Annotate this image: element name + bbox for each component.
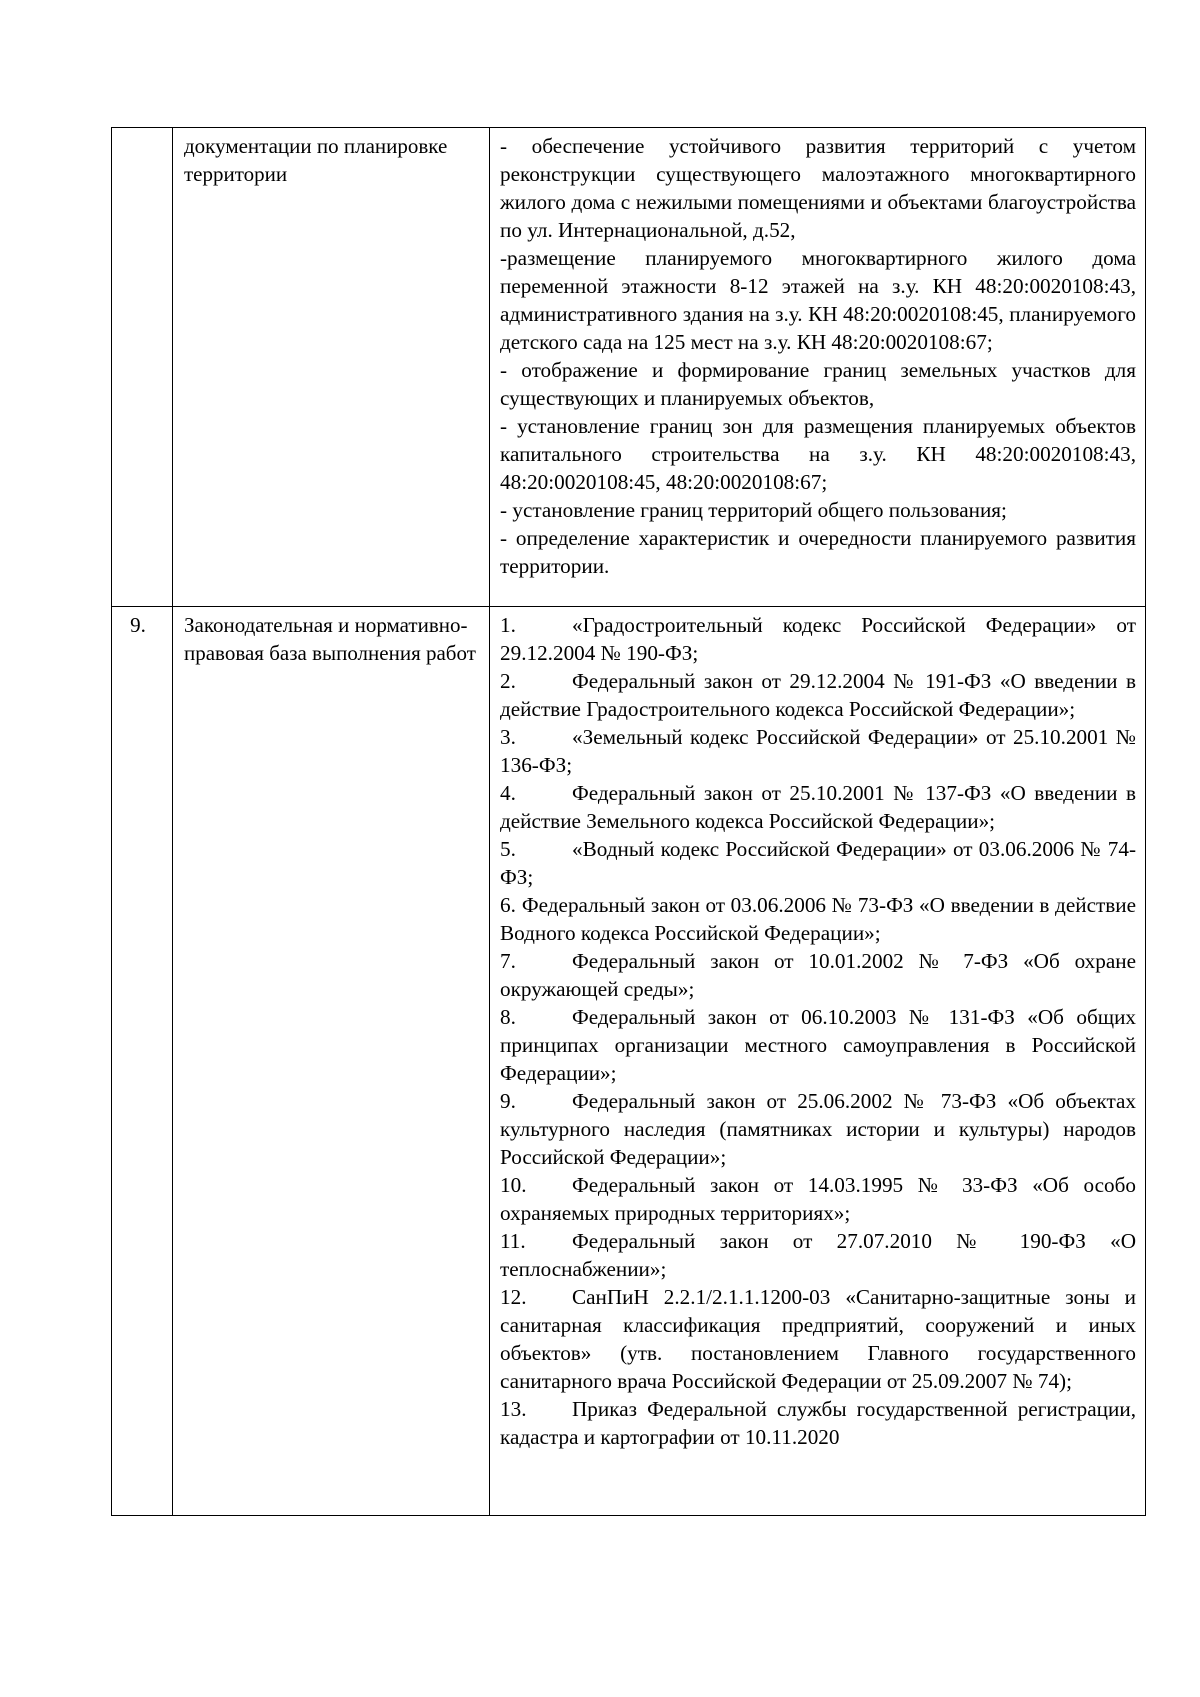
row-content bbox=[490, 128, 1146, 607]
content-paragraph: - установление границ зон для размещения планируемых объектов капитального строительства на з.у. КН 48:20:0020108:43, 48:20:0020108:45, 48:20:0020108:67; bbox=[500, 414, 1136, 494]
content-paragraph: - установление границ территорий общего пользования; bbox=[500, 498, 1007, 522]
law-item-text: Федеральный закон от 14.03.1995 № 33-ФЗ «Об особо охраняемых природных территориях»; bbox=[500, 1173, 1136, 1225]
row-title: документации по планировке территории bbox=[173, 128, 490, 607]
law-item-text: «Водный кодекс Российской Федерации» от 03.06.2006 № 74-ФЗ; bbox=[500, 837, 1136, 889]
law-item-number: 3. bbox=[500, 725, 516, 749]
law-item-number: 1. bbox=[500, 613, 516, 637]
law-item-text: Федеральный закон от 03.06.2006 № 73-ФЗ «О введении в действие Водного кодекса Российской Федерации»; bbox=[500, 893, 1136, 945]
content-paragraph: -размещение планируемого многоквартирного жилого дома переменной этажности 8-12 этажей на з.у. КН 48:20:0020108:43, административного здания на з.у. КН 48:20:0020108:45, планируемого детского сада на 125 мест на з.у. КН 48:20:0020108:67; bbox=[500, 246, 1136, 354]
row-number bbox=[112, 128, 173, 607]
law-item-number: 4. bbox=[500, 781, 516, 805]
law-list bbox=[490, 607, 1146, 1516]
law-item-text: Федеральный закон от 10.01.2002 № 7-ФЗ «Об охране окружающей среды»; bbox=[500, 949, 1136, 1001]
law-list-item bbox=[500, 891, 1136, 947]
law-item-number: 2. bbox=[500, 669, 516, 693]
law-item-text: Приказ Федеральной службы государственной регистрации, кадастра и картографии от 10.11.2020 bbox=[500, 1397, 1136, 1449]
law-item-number: 11. bbox=[500, 1229, 526, 1253]
row-title: Законодательная и нормативно-правовая база выполнения работ bbox=[173, 607, 490, 1516]
law-list-item bbox=[500, 779, 1136, 835]
law-list-item bbox=[500, 947, 1136, 1003]
content-paragraph: - определение характеристик и очередности планируемого развития территории. bbox=[500, 526, 1136, 578]
table-row bbox=[112, 607, 1146, 1516]
law-item-number: 10. bbox=[500, 1173, 527, 1197]
law-item-number: 6. bbox=[500, 893, 516, 917]
content-paragraph: - отображение и формирование границ земельных участков для существующих и планируемых объектов, bbox=[500, 358, 1136, 410]
law-item-text: Федеральный закон от 06.10.2003 № 131-ФЗ «Об общих принципах организации местного самоуправления в Российской Федерации»; bbox=[500, 1005, 1136, 1085]
law-item-number: 8. bbox=[500, 1005, 516, 1029]
law-list-item bbox=[500, 611, 1136, 667]
law-list-item bbox=[500, 1087, 1136, 1171]
law-list-item bbox=[500, 1283, 1136, 1395]
law-list-item bbox=[500, 667, 1136, 723]
law-item-number: 7. bbox=[500, 949, 516, 973]
law-list-item bbox=[500, 835, 1136, 891]
table-row bbox=[112, 128, 1146, 607]
law-item-text: Федеральный закон от 27.07.2010 № 190-ФЗ «О теплоснабжении»; bbox=[500, 1229, 1136, 1281]
law-list-item bbox=[500, 1395, 1136, 1451]
law-item-text: СанПиН 2.2.1/2.1.1.1200-03 «Санитарно-защитные зоны и санитарная классификация предприятий, сооружений и иных объектов» (утв. постановлением Главного государственного санитарного врача Российской Федерации от 25.09.2007 № 74); bbox=[500, 1285, 1136, 1393]
law-list-item bbox=[500, 1227, 1136, 1283]
law-item-number: 13. bbox=[500, 1397, 527, 1421]
law-item-text: Федеральный закон от 25.06.2002 № 73-ФЗ «Об объектах культурного наследия (памятниках истории и культуры) народов Российской Федерации»; bbox=[500, 1089, 1136, 1169]
law-item-number: 9. bbox=[500, 1089, 516, 1113]
law-list-item bbox=[500, 1171, 1136, 1227]
content-paragraph: - обеспечение устойчивого развития территорий с учетом реконструкции существующего малоэтажного многоквартирного жилого дома с нежилыми помещениями и объектами благоустройства по ул. Интернациональной, д.52, bbox=[500, 134, 1136, 242]
row-number: 9. bbox=[112, 607, 173, 1516]
law-item-text: «Земельный кодекс Российской Федерации» от 25.10.2001 № 136-ФЗ; bbox=[500, 725, 1136, 777]
law-item-text: «Градостроительный кодекс Российской Федерации» от 29.12.2004 № 190-ФЗ; bbox=[500, 613, 1136, 665]
requirements-table bbox=[111, 127, 1146, 1516]
law-list-item bbox=[500, 723, 1136, 779]
law-list-item bbox=[500, 1003, 1136, 1087]
law-item-text: Федеральный закон от 25.10.2001 № 137-ФЗ «О введении в действие Земельного кодекса Российской Федерации»; bbox=[500, 781, 1136, 833]
law-item-text: Федеральный закон от 29.12.2004 № 191-ФЗ «О введении в действие Градостроительного кодекса Российской Федерации»; bbox=[500, 669, 1136, 721]
law-item-number: 12. bbox=[500, 1285, 527, 1309]
law-item-number: 5. bbox=[500, 837, 516, 861]
